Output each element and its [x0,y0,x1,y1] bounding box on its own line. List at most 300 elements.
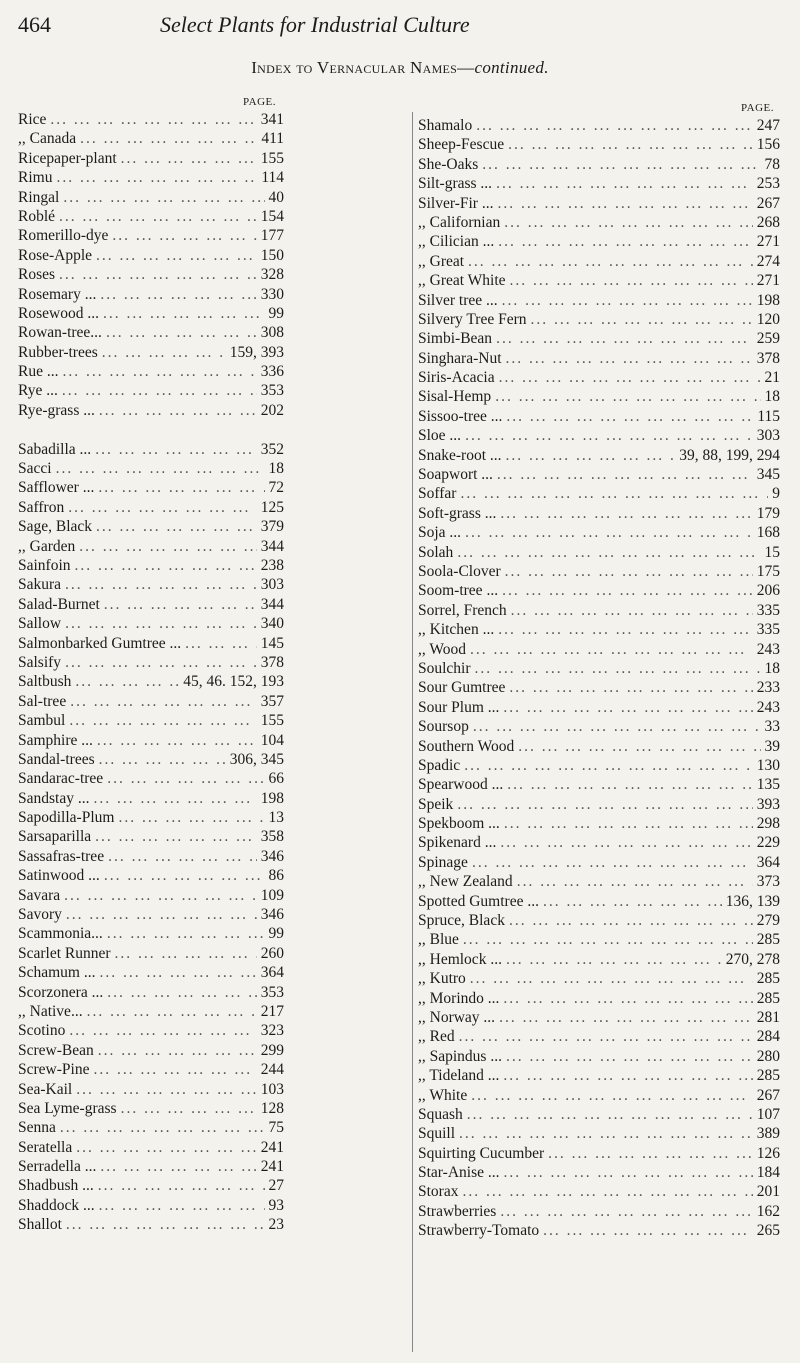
leader-dots [108,226,256,245]
index-entry [418,1008,780,1027]
index-entry [18,188,406,207]
entry-name: ,, Norway ... [418,1008,496,1026]
entry-pages: 135 [756,776,780,794]
leader-dots [100,866,265,885]
index-entry [18,886,406,905]
index-title-continued: continued. [474,58,549,77]
leader-dots [499,1163,752,1182]
entry-name: Rubber-trees [18,343,98,361]
index-entry [18,731,406,750]
entry-pages: 109 [260,886,284,904]
index-entry [18,692,406,711]
leader-dots [461,523,753,542]
entry-name: Soja ... [418,524,462,542]
index-entry [18,866,406,885]
entry-name: Sorrel, French [418,601,507,619]
entry-name: Sheep-Fescue [418,136,505,154]
index-entry [418,135,780,154]
leader-dots [544,1144,753,1163]
index-entry [418,737,780,756]
leader-dots [504,135,753,154]
index-entry [18,1138,406,1157]
entry-pages: 379 [260,518,284,536]
entry-pages: 9 [772,485,780,503]
leader-dots [513,872,753,891]
entry-name: Salmonbarked Gumtree ... [18,634,182,652]
entry-name: Rimu [18,169,53,187]
leader-dots [55,265,257,284]
leader-dots [114,808,264,827]
entry-pages: 150 [260,246,284,264]
entry-pages: 175 [756,562,780,580]
entry-pages: 393 [756,795,780,813]
entry-pages: 341 [260,111,284,128]
leader-dots [95,401,257,420]
leader-dots [493,465,753,484]
entry-pages: 104 [260,731,284,749]
entry-name: Star-Anise ... [418,1164,500,1182]
leader-dots [496,1202,752,1221]
entry-pages: 373 [756,873,780,891]
entry-pages: 99 [268,304,284,322]
leader-dots [103,769,264,788]
entry-pages: 168 [756,524,780,542]
index-entry [18,1002,406,1021]
entry-pages: 243 [756,698,780,716]
entry-pages: 335 [756,621,780,639]
entry-pages: 274 [756,252,780,270]
leader-dots [92,517,257,536]
index-entry [18,944,406,963]
index-entry [418,407,780,426]
index-entry [18,168,406,187]
entry-name: ,, Hemlock ... [418,950,502,968]
leader-dots [56,1118,265,1137]
leader-dots [463,1105,753,1124]
entry-pages: 271 [756,233,780,251]
entry-name: Screw-Pine [18,1061,90,1079]
entry-pages: 285 [756,989,780,1007]
entry-pages: 241 [260,1138,284,1156]
leader-dots [459,930,753,949]
index-entry [418,872,780,891]
leader-dots [111,944,257,963]
entry-pages: 155 [260,149,284,167]
entry-pages: 352 [260,440,284,458]
entry-pages: 340 [260,615,284,633]
entry-name: ,, Red [418,1028,455,1046]
entry-pages: 66 [268,770,284,788]
entry-name: ,, Great [418,252,465,270]
leader-dots [468,853,753,872]
entry-pages: 345 [756,466,780,484]
entry-name: ,, White [418,1086,468,1104]
entry-pages: 335 [756,601,780,619]
index-entry [18,1099,406,1118]
index-entry [18,750,406,769]
index-title-main: Index to Vernacular Names— [251,58,475,77]
entry-name: Roses [18,266,56,284]
leader-dots [99,304,265,323]
entry-pages: 45, 46. 152, 193 [183,673,284,691]
entry-name: Silvery Tree Fern [418,310,527,328]
entry-name: Rowan-tree... [18,324,102,342]
index-entry [418,1047,780,1066]
leader-dots [98,343,226,362]
entry-pages: 281 [756,1008,780,1026]
entry-pages: 357 [260,692,284,710]
entry-pages: 308 [260,324,284,342]
leader-dots [458,1182,752,1201]
index-entry [418,465,780,484]
entry-name: ,, Kitchen ... [418,621,495,639]
index-entry [18,1196,406,1215]
entry-pages: 306, 345 [229,750,284,768]
entry-name: Simbi-Bean [418,330,493,348]
index-entry [418,1066,780,1085]
entry-pages: 259 [756,330,780,348]
entry-name: Shadbush ... [18,1177,94,1195]
leader-dots [461,426,753,445]
index-entry [18,265,406,284]
leader-dots [92,246,257,265]
entry-name: Sallow [18,615,62,633]
index-entry [418,814,780,833]
entry-pages: 198 [756,291,780,309]
index-entry [18,634,406,653]
index-entry [18,285,406,304]
index-entry [18,1157,406,1176]
entry-name: Sea Lyme-grass [18,1099,117,1117]
index-entry [418,504,780,523]
entry-pages: 247 [756,117,780,134]
leader-dots [500,213,753,232]
entry-name: Screw-Bean [18,1041,94,1059]
leader-dots [102,323,257,342]
entry-name: Spotted Gumtree ... [418,892,539,910]
entry-name: Silver tree ... [418,291,498,309]
leader-dots [502,1047,753,1066]
entry-name: Satinwood ... [18,867,100,885]
entry-pages: 378 [756,349,780,367]
entry-name: Ringal [18,188,60,206]
entry-pages: 285 [756,1067,780,1085]
leader-dots [491,387,760,406]
index-entry [418,446,780,465]
entry-name: Rye ... [18,382,58,400]
leader-dots [65,1021,256,1040]
entry-name: Sambul [18,712,66,730]
entry-name: Soom-tree ... [418,582,499,600]
index-entry [418,659,780,678]
entry-name: Soola-Clover [418,562,501,580]
leader-dots [499,1066,752,1085]
entry-name: Singhara-Nut [418,349,502,367]
index-entry [18,905,406,924]
entry-pages: 103 [260,1080,284,1098]
entry-name: Schamum ... [18,964,96,982]
index-entry [418,232,780,251]
index-entry [18,827,406,846]
entry-name: Sea-Kail [18,1080,73,1098]
entry-name: Rice [18,111,47,128]
leader-dots [493,194,752,213]
leader-dots [117,1099,257,1118]
leader-dots [539,892,722,911]
leader-dots [93,731,257,750]
entry-pages: 15 [764,543,780,561]
entry-pages: 280 [756,1047,780,1065]
entry-name: Spinage [418,853,468,871]
entry-pages: 114 [261,169,284,187]
entry-name: Serradella ... [18,1158,97,1176]
entry-name: Sabadilla ... [18,440,92,458]
leader-dots [59,188,264,207]
index-entry [418,698,780,717]
entry-name: ,, Sapindus ... [418,1047,502,1065]
leader-dots [499,989,752,1008]
entry-name: Shallot [18,1216,62,1234]
entry-name: Sarsaparilla [18,828,92,846]
index-entry [418,349,780,368]
index-entry [18,575,406,594]
leader-dots [498,581,753,600]
leader-dots [89,789,256,808]
entry-pages: 217 [260,1002,284,1020]
entry-pages: 267 [756,194,780,212]
leader-dots [64,498,257,517]
index-entry [418,1027,780,1046]
entry-name: Sacci [18,460,52,478]
entry-pages: 115 [757,407,780,425]
entry-pages: 336 [260,363,284,381]
page-column-label: PAGE. [243,96,276,108]
entry-name: Soulchir [418,659,471,677]
index-entry [18,1060,406,1079]
entry-name: Siris-Acacia [418,369,495,387]
index-entry [18,1021,406,1040]
index-entry [18,498,406,517]
entry-pages: 358 [260,828,284,846]
index-entry [18,672,406,691]
index-entry [18,556,406,575]
entry-pages: 75 [268,1119,284,1137]
index-entry [18,653,406,672]
leader-dots [495,1008,753,1027]
entry-name: ,, Tideland ... [418,1067,500,1085]
entry-name: Ricepaper-plant [18,149,117,167]
entry-pages: 202 [260,401,284,419]
entry-pages: 265 [756,1222,780,1240]
index-entry [418,1124,780,1143]
entry-name: Rye-grass ... [18,401,95,419]
leader-dots [66,692,257,711]
index-entry [18,1176,406,1195]
index-entry [418,989,780,1008]
leader-dots [100,595,257,614]
entry-pages: 328 [260,266,284,284]
entry-name: Soapwort ... [418,466,493,484]
index-entry [18,343,406,362]
leader-dots [496,833,752,852]
leader-dots [96,285,256,304]
entry-pages: 206 [756,582,780,600]
entry-pages: 107 [756,1105,780,1123]
index-entry [18,362,406,381]
leader-dots [506,271,753,290]
entry-name: Saffron [18,498,65,516]
leader-dots [453,795,752,814]
leader-dots [46,110,256,129]
entry-pages: 244 [260,1061,284,1079]
leader-dots [502,407,753,426]
leader-dots [62,1215,265,1234]
leader-dots [472,116,753,135]
entry-name: Roblé [18,207,56,225]
entry-name: Spikenard ... [418,834,497,852]
entry-pages: 378 [260,653,284,671]
index-entry [18,517,406,536]
entry-pages: 155 [260,712,284,730]
entry-pages: 162 [756,1202,780,1220]
leader-dots [75,537,257,556]
entry-pages: 344 [260,537,284,555]
entry-name: Savara [18,886,61,904]
entry-name: Sage, Black [18,518,93,536]
leader-dots [492,174,753,193]
entry-pages: 303 [756,427,780,445]
entry-pages: 346 [260,847,284,865]
index-entry [418,543,780,562]
index-entry [18,110,406,129]
entry-name: Strawberry-Tomato [418,1222,540,1240]
leader-dots [502,950,722,969]
entry-name: Rosemary ... [18,285,97,303]
index-entry [418,116,780,135]
index-entry [418,892,780,911]
left-entry-list [18,110,406,1235]
index-entry [418,562,780,581]
index-entry [18,963,406,982]
entry-name: Silver-Fir ... [418,194,494,212]
entry-name: Snake-root ... [418,446,502,464]
entry-pages: 271 [756,272,780,290]
entry-name: Salsify [18,653,62,671]
index-entry [418,620,780,639]
entry-name: ,, Great White [418,272,506,290]
entry-pages: 93 [268,1196,284,1214]
entry-name: Rosewood ... [18,304,99,322]
entry-pages: 40 [268,188,284,206]
entry-pages: 303 [260,576,284,594]
leader-dots [71,556,257,575]
entry-pages: 179 [756,504,780,522]
index-entry [18,595,406,614]
entry-pages: 330 [260,285,284,303]
leader-dots [71,672,179,691]
entry-pages: 18 [268,460,284,478]
index-entry [18,304,406,323]
entry-pages: 126 [756,1144,780,1162]
entry-pages: 389 [756,1125,780,1143]
leader-dots [103,924,265,943]
entry-pages: 154 [260,207,284,225]
entry-name: ,, Native... [18,1002,83,1020]
entry-pages: 128 [260,1099,284,1117]
entry-name: Shaddock ... [18,1196,95,1214]
leader-dots [60,886,257,905]
entry-name: ,, New Zealand [418,873,513,891]
index-entry [418,1144,780,1163]
entry-pages: 39 [764,737,780,755]
entry-name: Solah [418,543,454,561]
index-entry [418,950,780,969]
left-column [18,96,406,1235]
leader-dots [58,381,257,400]
entry-name: Salad-Burnet [18,595,100,613]
page-number: 464 [18,12,51,37]
entry-name: Spadic [418,756,461,774]
index-entry [18,459,406,478]
entry-pages: 285 [756,931,780,949]
entry-name: Rue ... [18,363,59,381]
entry-name: Sandstay ... [18,789,90,807]
entry-name: Shamalo [418,117,473,134]
entry-pages: 364 [260,964,284,982]
entry-pages: 285 [756,970,780,988]
index-title [0,58,800,78]
entry-name: She-Oaks [418,155,479,173]
entry-pages: 159, 393 [229,343,284,361]
index-entry [18,924,406,943]
index-entry [418,213,780,232]
index-entry [418,1182,780,1201]
entry-pages: 156 [756,136,780,154]
index-entry [418,911,780,930]
entry-pages: 260 [260,944,284,962]
leader-dots [505,911,753,930]
leader-dots [494,232,753,251]
entry-pages: 33 [764,718,780,736]
entry-pages: 39, 88, 199, 294 [679,446,780,464]
leader-dots [466,640,753,659]
index-entry [418,271,780,290]
leader-dots [181,634,257,653]
leader-dots [453,543,760,562]
entry-name: Sloe ... [418,427,462,445]
leader-dots [494,620,753,639]
entry-name: Scotino [18,1022,66,1040]
index-entry [18,1080,406,1099]
entry-name: ,, Cilician ... [418,233,495,251]
entry-name: Storax [418,1183,459,1201]
entry-name: Spekboom ... [418,815,500,833]
index-entry [418,601,780,620]
leader-dots [498,291,753,310]
entry-pages: 78 [764,155,780,173]
entry-pages: 23 [268,1216,284,1234]
entry-pages: 284 [756,1028,780,1046]
index-entry [418,640,780,659]
leader-dots [104,847,257,866]
index-entry [18,401,406,420]
entry-name: Silt-grass ... [418,175,493,193]
entry-pages: 411 [261,130,284,148]
index-entry [418,581,780,600]
entry-pages: 86 [268,867,284,885]
entry-pages: 270, 278 [725,950,780,968]
index-entry [18,1041,406,1060]
